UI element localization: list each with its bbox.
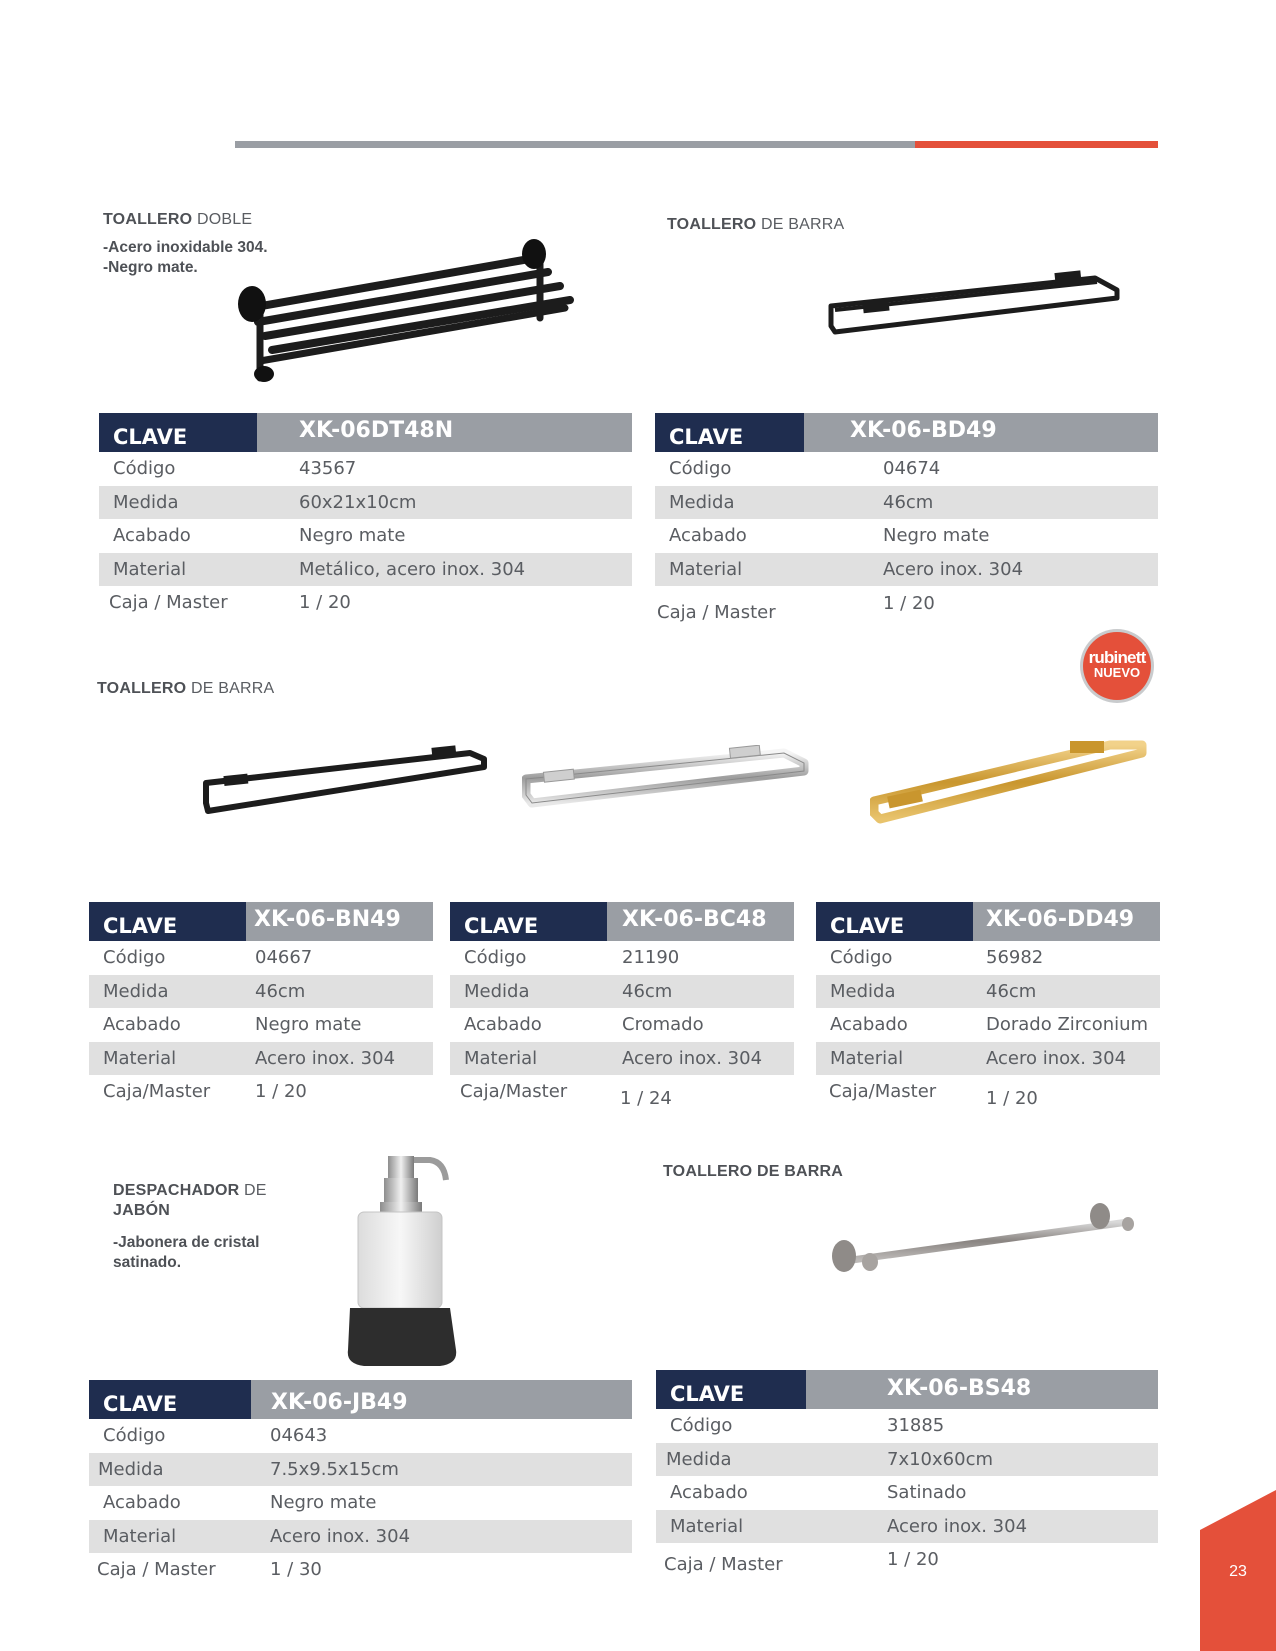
spec-row: Código 21190 <box>464 947 680 969</box>
clave-label: CLAVE <box>450 902 607 941</box>
spec-row: Material Acero inox. 304 <box>450 1042 794 1076</box>
towel-bar-gold-image <box>870 735 1150 825</box>
spec-row: Material Acero inox. 304 <box>655 553 1158 587</box>
spec-table <box>99 413 632 620</box>
spec-table <box>655 413 1158 626</box>
spec-row: Material Acero inox. 304 <box>816 1042 1160 1076</box>
header-bar-accent <box>915 141 1158 148</box>
spec-row: Acabado Negro mate <box>103 1492 377 1514</box>
spec-row: Código 04674 <box>669 458 941 480</box>
spec-row: Material Acero inox. 304 <box>89 1520 632 1554</box>
clave-value: XK-06-BS48 <box>806 1370 1158 1409</box>
clave-label: CLAVE <box>99 413 257 452</box>
product-title: DESPACHADOR DE JABÓN <box>113 1182 267 1219</box>
spec-row: Material Acero inox. 304 <box>89 1042 433 1076</box>
spec-table <box>656 1370 1158 1577</box>
spec-row: Medida 46cm <box>655 486 1158 520</box>
spec-row: Caja / Master 1 / 20 <box>664 1549 939 1576</box>
towel-bar-chrome-image <box>522 745 812 820</box>
soap-dispenser-image <box>340 1150 470 1370</box>
spec-row: Medida 60x21x10cm <box>99 486 632 520</box>
spec-row: Acabado Satinado <box>670 1482 967 1504</box>
spec-row: Acabado Negro mate <box>113 525 406 547</box>
spec-row: Medida 7.5x9.5x15cm <box>89 1453 632 1487</box>
spec-row: Caja/Master 1 / 20 <box>829 1081 1038 1110</box>
clave-label: CLAVE <box>816 902 973 941</box>
spec-row: Caja/Master 1 / 24 <box>460 1081 672 1110</box>
spec-table <box>450 902 794 1109</box>
spec-row: Código 31885 <box>670 1415 945 1437</box>
spec-row: Acabado Negro mate <box>103 1014 362 1036</box>
clave-label: CLAVE <box>656 1370 806 1409</box>
product-description: -Acero inoxidable 304. -Negro mate. <box>103 239 268 276</box>
towel-bar-black-image <box>825 270 1125 350</box>
product-title: TOALLERO DOBLE <box>103 211 253 228</box>
new-badge: rubinett NUEVO <box>1083 632 1151 700</box>
spec-row: Acabado Cromado <box>464 1014 704 1036</box>
spec-row: Código 56982 <box>830 947 1044 969</box>
double-towel-rack-image <box>230 238 610 388</box>
spec-row: Código 04643 <box>103 1425 328 1447</box>
spec-row: Código 04667 <box>103 947 313 969</box>
spec-row: Medida 7x10x60cm <box>656 1443 1158 1477</box>
clave-label: CLAVE <box>655 413 804 452</box>
clave-value: XK-06-JB49 <box>251 1380 632 1419</box>
clave-value: XK-06-DD49 <box>973 902 1160 941</box>
product-description: -Jabonera de cristal satinado. <box>113 1234 260 1271</box>
spec-row: Medida 46cm <box>89 975 433 1009</box>
round-towel-bar-image <box>830 1200 1150 1290</box>
spec-row: Caja / Master 1 / 20 <box>657 592 935 623</box>
towel-bar-black-image <box>200 745 490 820</box>
spec-row: Material Metálico, acero inox. 304 <box>99 553 632 587</box>
product-title: TOALLERO DE BARRA <box>667 216 845 233</box>
clave-value: XK-06-BN49 <box>246 902 433 941</box>
spec-row: Medida 46cm <box>816 975 1160 1009</box>
product-title: TOALLERO DE BARRA <box>97 680 275 697</box>
clave-label: CLAVE <box>89 1380 251 1419</box>
spec-row: Código 43567 <box>113 458 357 480</box>
clave-value: XK-06-BD49 <box>804 413 1158 452</box>
spec-table <box>89 1380 632 1587</box>
spec-row: Caja/Master 1 / 20 <box>103 1081 307 1103</box>
spec-row: Caja / Master 1 / 30 <box>97 1559 322 1581</box>
spec-row: Material Acero inox. 304 <box>656 1510 1158 1544</box>
spec-row: Acabado Dorado Zirconium <box>830 1014 1149 1036</box>
page-number: 23 <box>1229 1563 1247 1580</box>
spec-table <box>89 902 433 1109</box>
spec-row: Caja / Master 1 / 20 <box>109 592 351 614</box>
clave-value: XK-06-BC48 <box>607 902 794 941</box>
spec-row: Acabado Negro mate <box>669 525 990 547</box>
product-title: TOALLERO DE BARRA <box>663 1163 843 1180</box>
spec-table <box>816 902 1160 1109</box>
header-bar-gray <box>235 141 915 148</box>
spec-row: Medida 46cm <box>450 975 794 1009</box>
clave-value: XK-06DT48N <box>257 413 632 452</box>
clave-label: CLAVE <box>89 902 246 941</box>
